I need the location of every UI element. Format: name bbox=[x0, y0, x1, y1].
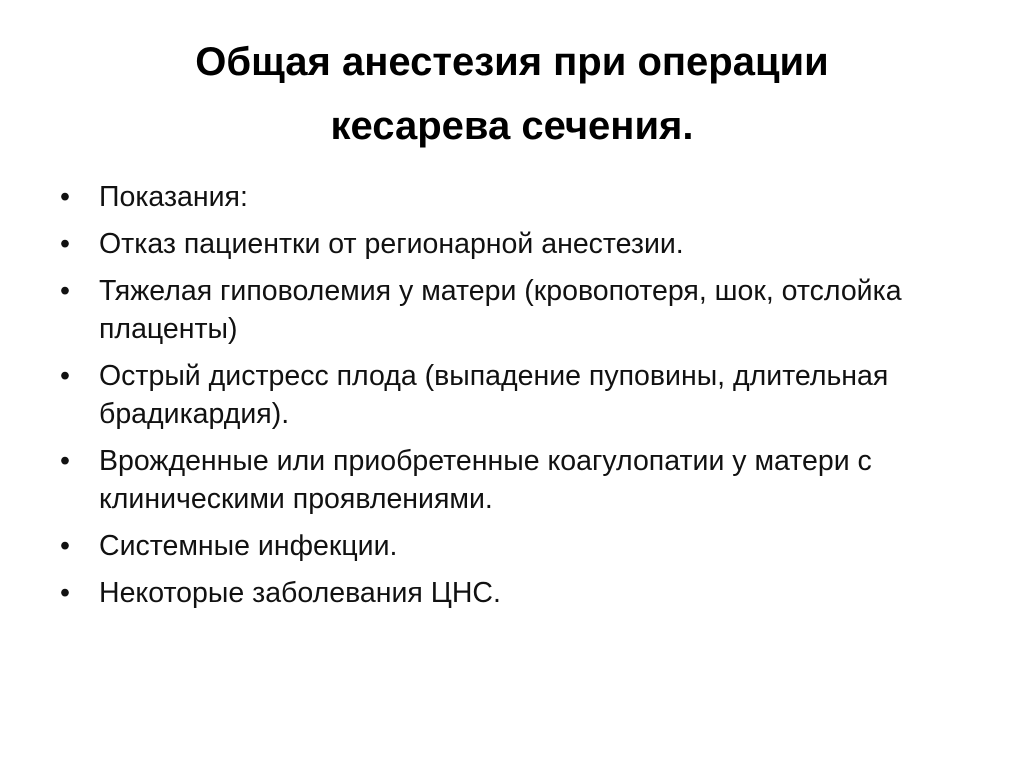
bullet-item bbox=[60, 178, 960, 216]
bullet-item bbox=[60, 442, 960, 518]
bullet-dot-icon: • bbox=[60, 181, 70, 213]
bullet-item bbox=[60, 574, 960, 612]
bullet-text: Врожденные или приобретенные коагулопатии у матери с клиническими проявлениями. bbox=[99, 445, 872, 515]
slide-title-line-1: Общая анестезия при операции bbox=[195, 40, 829, 84]
bullet-text: Острый дистресс плода (выпадение пуповины, длительная брадикардия). bbox=[99, 360, 889, 430]
bullet-item bbox=[60, 272, 960, 348]
bullet-item bbox=[60, 225, 960, 263]
bullet-text: Показания: bbox=[99, 181, 248, 213]
bullet-text: Тяжелая гиповолемия у матери (кровопотеря, шок, отслойка плаценты) bbox=[99, 275, 902, 345]
slide-title-line-2: кесарева сечения. bbox=[330, 104, 694, 148]
bullet-dot-icon: • bbox=[60, 530, 70, 562]
bullet-text: Системные инфекции. bbox=[99, 530, 398, 562]
bullet-text: Некоторые заболевания ЦНС. bbox=[99, 577, 501, 609]
bullet-text: Отказ пациентки от регионарной анестезии. bbox=[99, 228, 684, 260]
bullet-dot-icon: • bbox=[60, 275, 70, 307]
slide-title bbox=[60, 30, 964, 158]
bullet-dot-icon: • bbox=[60, 228, 70, 260]
bullet-dot-icon: • bbox=[60, 445, 70, 477]
bullet-dot-icon: • bbox=[60, 360, 70, 392]
bullet-item bbox=[60, 357, 960, 433]
bullet-item bbox=[60, 527, 960, 565]
bullet-list bbox=[60, 178, 960, 621]
bullet-dot-icon: • bbox=[60, 577, 70, 609]
